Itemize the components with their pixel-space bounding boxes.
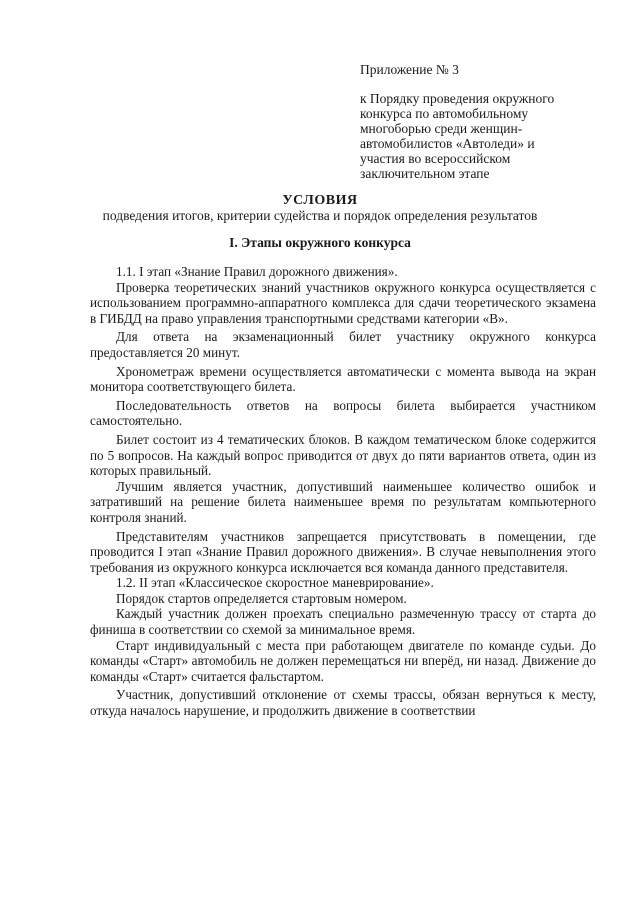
annex-line: многоборью среди женщин- (360, 121, 523, 136)
paragraph: 1.1. I этап «Знание Правил дорожного движения». (116, 264, 398, 279)
annex-line: автомобилистов «Автоледи» и (360, 136, 535, 151)
document-title: УСЛОВИЯ (282, 193, 358, 208)
annex-line: заключительном этапе (360, 166, 490, 181)
paragraph: Проверка теоретических знаний участников окружного конкурса осуществляется с использованием программно-аппаратного комплекса для сдачи теоретического экзамена в ГИБДД на право управления транспортными средствами категории «В». (90, 279, 596, 326)
annex-block (360, 62, 554, 181)
paragraph: Хронометраж времени осуществляется автоматически с момента вывода на экран монитора соответствующего билета. (90, 363, 596, 395)
paragraph: Участник, допустивший отклонение от схемы трассы, обязан вернуться к месту, откуда началось нарушение, и продолжить движение в соответствии (90, 687, 596, 719)
annex-title: Приложение № 3 (360, 62, 459, 77)
paragraph: Билет состоит из 4 тематических блоков. В каждом тематическом блоке содержится по 5 вопросов. На каждый вопрос приводится от двух до пяти вариантов ответа, один из которых правильный. (90, 431, 596, 479)
paragraph: Порядок стартов определяется стартовым номером. (116, 590, 407, 606)
paragraph: Последовательность ответов на вопросы билета выбирается участником самостоятельно. (90, 397, 596, 429)
document-body (90, 264, 596, 719)
annex-line: конкурса по автомобильному (360, 106, 529, 121)
paragraph: 1.2. II этап «Классическое скоростное маневрирование». (116, 575, 434, 591)
paragraph: Лучшим является участник, допустивший наименьшее количество ошибок и затративший на решение билета наименьшее время по результатам компьютерного контроля знаний. (90, 478, 596, 525)
annex-line: участия во всероссийском (360, 151, 511, 166)
annex-line: к Порядку проведения окружного (360, 91, 555, 106)
document-subtitle: подведения итогов, критерии судейства и порядок определения результатов (102, 208, 538, 223)
paragraph: Представителям участников запрещается присутствовать в помещении, где проводится I этап «Знание Правил дорожного движения». В случае невыполнения этого требования из окружного конкурса исключается вся команда данного представителя. (90, 528, 596, 575)
paragraph: Для ответа на экзаменационный билет участнику окружного конкурса предоставляется 20 минут. (90, 329, 596, 360)
section-heading: I. Этапы окружного конкурса (229, 235, 411, 250)
paragraph: Каждый участник должен проехать специально размеченную трассу от старта до финиша в соответствии со схемой за минимальное время. (90, 606, 596, 638)
paragraph: Старт индивидуальный с места при работающем двигателе по команде судьи. До команды «Старт» автомобиль не должен перемещаться ни вперёд, ни назад. Движение до команды «Старт» считается фальстартом. (90, 637, 596, 684)
